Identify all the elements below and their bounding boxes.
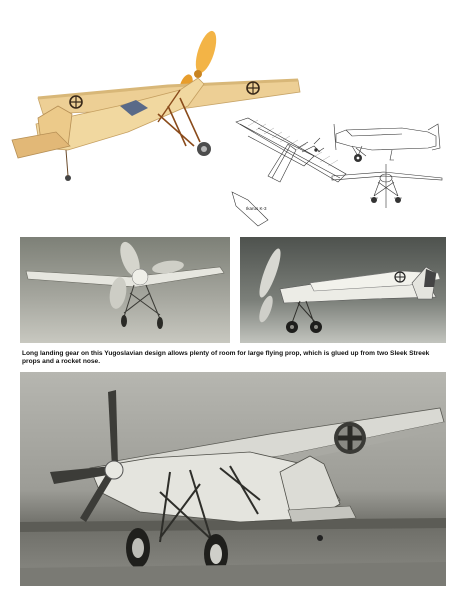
full-size-aircraft-photo bbox=[20, 372, 446, 586]
side-view-model-photo bbox=[240, 237, 446, 343]
three-view-drawing-front bbox=[330, 160, 446, 210]
bw-photo-side-view bbox=[240, 237, 446, 343]
front-view-diagram bbox=[330, 160, 446, 210]
bw-photo-front-view bbox=[20, 237, 230, 343]
front-view-model-photo bbox=[20, 237, 230, 343]
wing-insignia-icon bbox=[395, 272, 405, 282]
drawing-label: Ikarus K-3 bbox=[246, 206, 267, 211]
wing-insignia-left-icon bbox=[70, 96, 82, 108]
bw-photo-full-size-aircraft bbox=[20, 372, 446, 586]
roundel-insignia-icon bbox=[334, 422, 366, 454]
photo-caption: Long landing gear on this Yugoslavian design allows plenty of room for large flying prop, which is glued up from two Sleek Streek props and a rocket nose. bbox=[22, 350, 430, 366]
wing-insignia-right-icon bbox=[247, 82, 259, 94]
